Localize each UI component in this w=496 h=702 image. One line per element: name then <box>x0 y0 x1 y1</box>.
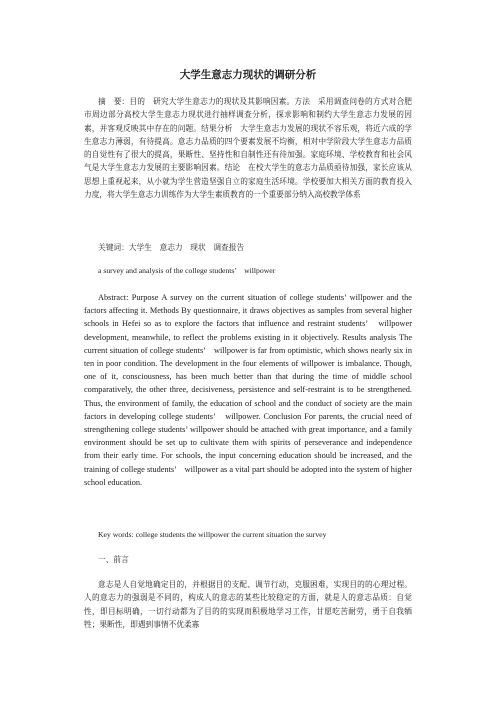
abstract-cn: 摘 要：目的 研究大学生意志力的现状及其影响因素。方法 采用调查问卷的方式对合肥市周边部分高校大学生意志力现状进行抽样调查分析，探求影响和制约大学生意志力发展的因素，并客观反映其中存在的问题。结果分析 大学生意志力发展的现状不容乐观，将近六成的学生意志力薄弱，有待提高。意志力品质的四个要素发展不均衡，相对中学阶段大学生意志力品质的自觉性有了很大的提高，果断性、坚持性和自制性还有待加强。家庭环境、学校教育和社会风气是大学生意志力发展的主要影响因素。结论 在校大学生的意志力品质亟待加强，家长应该从思想上重视起来，从小就为学生营造坚强自立的家庭生活环境。学校要加大相关方面的教育投入力度，将大学生意志力训练作为大学生素质教育的一个重要部分纳入高校教学体系 <box>84 97 412 200</box>
keywords-en: Key words: college students the willpower the current situation the survey <box>98 530 327 539</box>
intro-paragraph: 意志是人自觉地确定目的，并根据目的支配、调节行动，克服困难，实现目的的心理过程。人的意志力的强弱是不同的，构成人的意志的某些比较稳定的方面，就是人的意志品质：自觉性，即目标明确，一切行动都为了目的的实现而积极地学习工作，甘愿吃苦耐劳，勇于自我牺牲；果断性，即遇到事情不优柔寡 <box>84 580 412 629</box>
english-title: a survey and analysis of the college students’ willpower <box>98 266 276 275</box>
section-heading: 一、前言 <box>98 555 129 564</box>
abstract-en: Abstract: Purpose A survey on the current situation of college students’ willpower and the factors affecting it. Methods By questionnaire, it draws objectives as samples from several higher schools in Hefei so as to explore the factors that influence and restraint students’ willpower development, meanwhile, to reflect the problems existing in it objectively. Results analysis The current situation of college students’ willpower is far from optimistic, which shows nearly six in ten in poor condition. The development in the four elements of willpower is imbalance. Though, one of it, consciousness, has been much better than that during the time of middle school comparatively, the other three, decisiveness, persistence and self-restraint is to be strengthened. Thus, the environment of family, the education of school and the conduct of society are the main factors in developing college students’ willpower. Conclusion For parents, the crucial need of strengthening college students’ willpower should be attached with great importance, and a family environment should be set up to cultivate them with spirits of perseverance and independence from their early time. For schools, the input concerning education should be increased, and the training of college students’ willpower as a vital part should be adopted into the system of higher school education. <box>84 293 412 487</box>
document-title: 大学生意志力现状的调研分析 <box>179 69 317 81</box>
keywords-cn: 关键词：大学生 意志力 现状 调查报告 <box>98 243 245 252</box>
